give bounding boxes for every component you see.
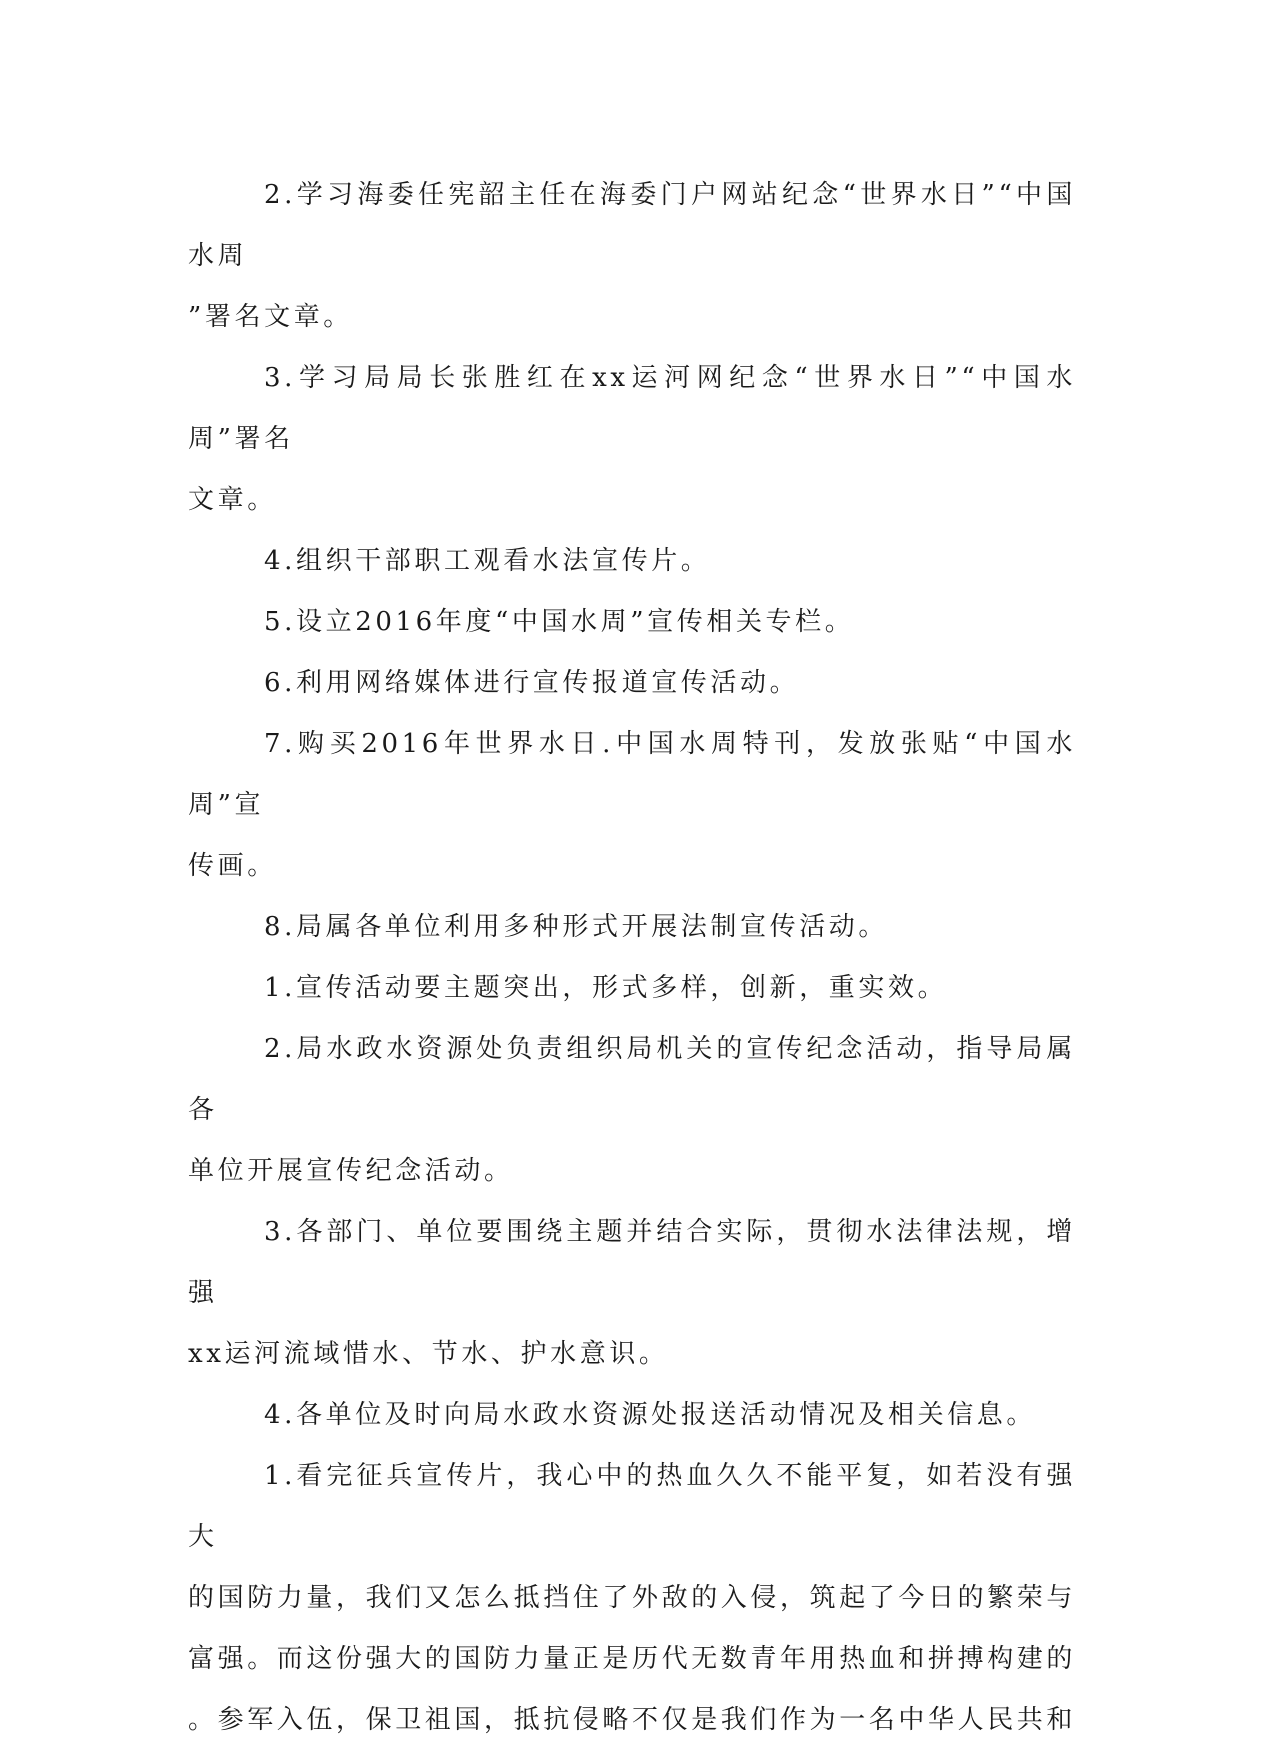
paragraph-requirement-4 — [188, 1385, 1076, 1446]
paragraph-line: 7.购买2016年世界水日.中国水周特刊，发放张贴“中国水周”宣 — [188, 729, 1076, 820]
document-body — [188, 165, 1076, 1751]
paragraph-item-4-watch-film — [188, 531, 1076, 592]
paragraph-line: 的国防力量，我们又怎么抵挡住了外敌的入侵，筑起了今日的繁荣与 — [188, 1583, 1077, 1613]
paragraph-line: 4.组织干部职工观看水法宣传片。 — [264, 546, 711, 576]
paragraph-line: ”署名文章。 — [188, 302, 353, 332]
paragraph-line: 2.局水政水资源处负责组织局机关的宣传纪念活动，指导局属各 — [188, 1034, 1076, 1125]
paragraph-requirement-1 — [188, 958, 1076, 1019]
paragraph-item-6-online-media — [188, 653, 1076, 714]
paragraph-item-2-study-haiwei — [188, 165, 1076, 348]
paragraph-line: 单位开展宣传纪念活动。 — [188, 1156, 514, 1186]
paragraph-essay-conscription — [188, 1446, 1076, 1751]
paragraph-line: 富强。而这份强大的国防力量正是历代无数青年用热血和拼搏构建的 — [188, 1644, 1077, 1674]
paragraph-line: 8.局属各单位利用多种形式开展法制宣传活动。 — [264, 912, 889, 942]
paragraph-item-7-buy-special — [188, 714, 1076, 897]
paragraph-item-3-study-director — [188, 348, 1076, 531]
paragraph-line: 6.利用网络媒体进行宣传报道宣传活动。 — [264, 668, 800, 698]
paragraph-line: 4.各单位及时向局水政水资源处报送活动情况及相关信息。 — [264, 1400, 1037, 1430]
paragraph-line: xx运河流域惜水、节水、护水意识。 — [188, 1339, 669, 1369]
paragraph-item-5-set-column — [188, 592, 1076, 653]
paragraph-line: 1.看完征兵宣传片，我心中的热血久久不能平复，如若没有强大 — [188, 1461, 1076, 1552]
paragraph-line: 3.学习局局长张胜红在xx运河网纪念“世界水日”“中国水周”署名 — [188, 363, 1076, 454]
paragraph-line: 。参军入伍，保卫祖国，抵抗侵略不仅是我们作为一名中华人民共和 — [188, 1705, 1077, 1735]
paragraph-requirement-3 — [188, 1202, 1076, 1385]
paragraph-item-8-units-activities — [188, 897, 1076, 958]
paragraph-line: 传画。 — [188, 851, 277, 881]
paragraph-line: 3.各部门、单位要围绕主题并结合实际，贯彻水法律法规，增强 — [188, 1217, 1076, 1308]
paragraph-requirement-2 — [188, 1019, 1076, 1202]
paragraph-line: 5.设立2016年度“中国水周”宣传相关专栏。 — [264, 607, 855, 637]
paragraph-line: 文章。 — [188, 485, 277, 515]
paragraph-line: 1.宣传活动要主题突出，形式多样，创新，重实效。 — [264, 973, 948, 1003]
paragraph-line: 2.学习海委任宪韶主任在海委门户网站纪念“世界水日”“中国水周 — [188, 180, 1076, 271]
